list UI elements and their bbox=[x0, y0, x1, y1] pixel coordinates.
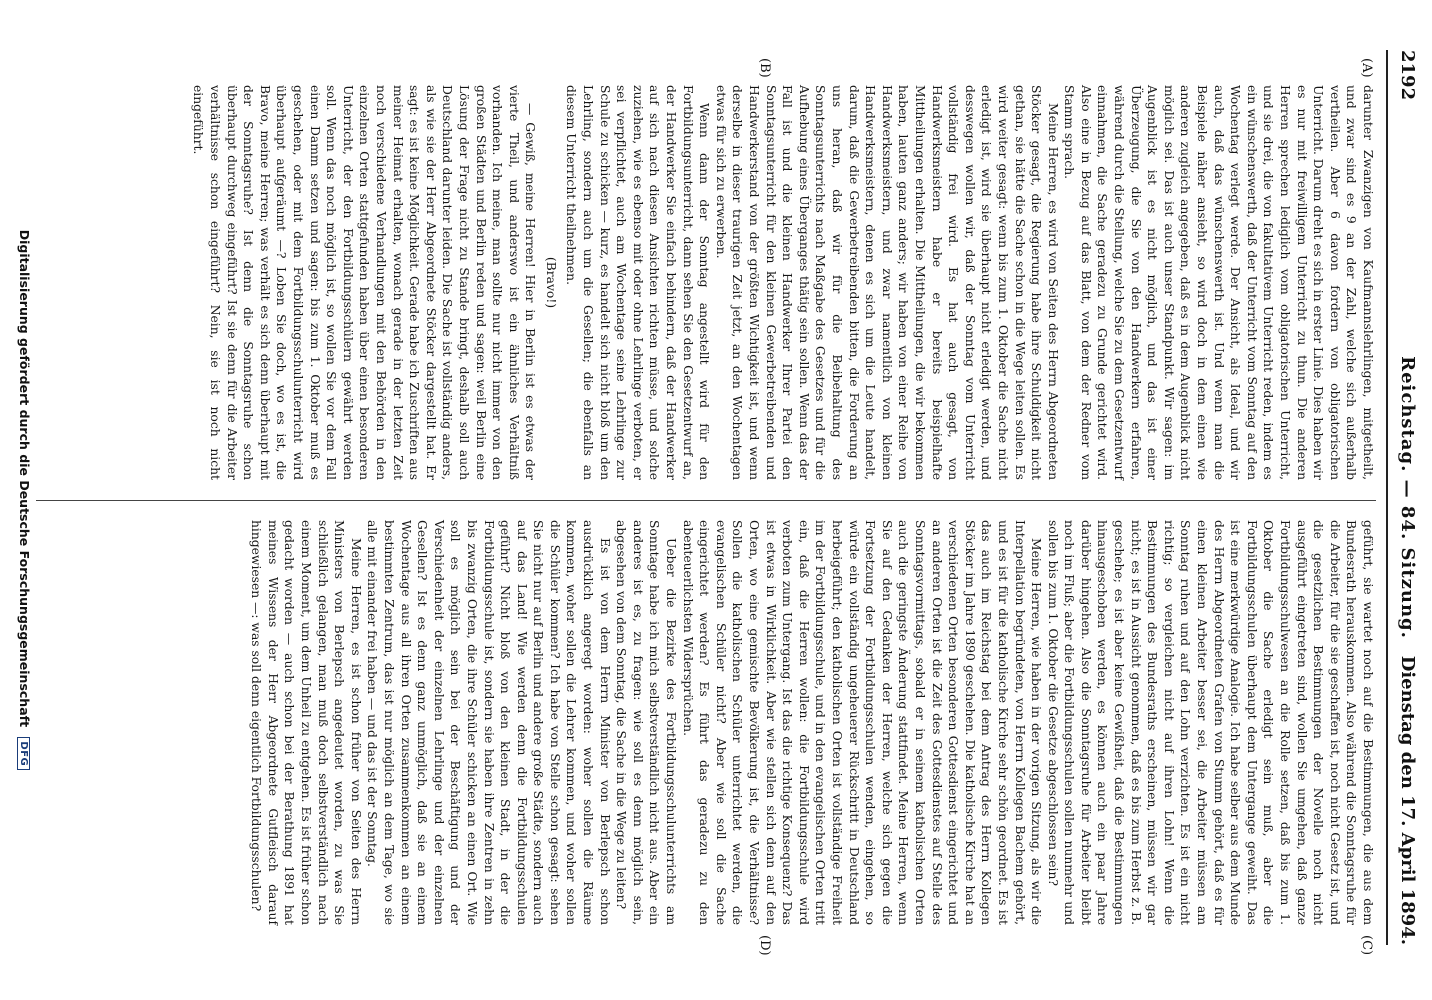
left-column bbox=[190, 85, 1376, 480]
marker-a: (A) bbox=[1359, 58, 1374, 78]
footer-text: Digitalisierung gefördert durch die Deutsche Forschungsgemeinschaft bbox=[17, 229, 32, 728]
paragraph: darunter Zwanzigen von Kaufmannslehrlingen, mitgetheilt, und zwar sind es 9 an der Zahl, welche sich außerhalb vertheilen. Aber 6 davon fordern von obligatorischen Unterricht. Darum dreht es sich in erster Linie. Dies haben wir es nur mit freiwilligem Unterricht zu thun. Die anderen Herren sprechen lediglich vom obligatorischen Unterricht, und sie drei, die von fakultativem Unterricht reden, indem es ein wünschenswerth, daß der Unterricht vom Sonntag auf den Wochentag verlegt werde. Der Ansicht, als Ideal, und wir auch, daß das wünschenswerth ist. Und wenn man die Beispiele näher ansieht, so wird doch in dem einen wie anderen zugleich angegeben, daß es in dem Augenblick nicht möglich sei. Das ist auch unser Standpunkt. Wir sagen: im Augenblick ist es nicht möglich, und das ist einer Überzeugung, die Sie von den Handwerkern erfahren, während durch die Stellung, welche Sie zu dem Gesetzentwurf einnahmen, die Sache geradezu zu Grunde gerichtet wird. Also eine in Bezug auf das Blatt, von dem der Redner vom Stamm sprach. bbox=[1062, 85, 1375, 480]
marker-c: (C) bbox=[1359, 935, 1374, 956]
paragraph: Meine Herren, es ist schon früher von Seiten des Herrn Ministers von Berlepsch angedeutet worden, zu was Sie schließlich gelangen, man muß doch selbstverständlich nach einem Moment, um dem Unheil zu entgehen. Es ist früher schon gedacht worden — auch schon bei der Berathung 1891 hat meines Wissens der Herr Abgeordnete Gutfleisch darauf hingewiesen —: was soll denn eigentlich Fortbildungsschulen? bbox=[249, 520, 363, 925]
page-header bbox=[1388, 50, 1418, 945]
header-rule bbox=[1386, 50, 1388, 945]
footer-credit bbox=[6, 0, 32, 1000]
paragraph: Wenn dann der Sonntag angestellt wird für den Fortbildungsunterricht, dann sehen Sie den Gesetzentwurf an, der Handwerker Sie einfach behindern, daß der Handwerker auf sich nach diesen Ansichten richten müsse, und solche zuziehen, wie es ebenso mit oder ohne Lehrlinge verboten, er sei verpflichtet, auch am Wochentage seine Lehrlinge zur Schule zu schicken — kurz, es handelt sich nicht bloß um den Lehrling, sondern auch um die Gesellen; die ebenfalls an diesem Unterricht theilnehmen. bbox=[564, 85, 712, 480]
page-number: 2192 bbox=[1397, 50, 1418, 101]
running-title: Reichstag. — 84. Sitzung. bbox=[1397, 356, 1418, 639]
paragraph: Es ist von dem Herrn Minister von Berlepsch schon ausdrücklich angeregt worden: woher sollen die Räume kommen, woher sollen die Lehrer kommen, und woher sollen die Schüler kommen? Ich habe von Stelle schon gesagt: sehen Sie nicht nur auf Berlin und andere große Städte, sondern auch auf das Land! Wie werden denn die Fortbildungsschulen geführt? Nicht bloß von den kleinen Stadt, in der die Fortbildungsschule ist, sondern sie haben ihre Zentren in zehn bis zwanzig Orten, die ihre Schüler schicken an einen Ort. Wie soll es möglich sein bei der Beschäftigung und der Verschiedenheit der einzelnen Lehrlinge und der einzelnen Gesellen? Ist es denn ganz unmöglich, daß sie an einem Wochentage aus all ihren Orten zusammenkommen an einem bestimmten Zentrum, das ist nur möglich an dem Tage, wo sie alle mit einander frei haben — und das ist der Sonntag. bbox=[365, 520, 612, 925]
paragraph: Meine Herren, wie haben in der vorigen Sitzung, als wir die Interpellation begründeten, von Herrn Kollegen Bachem gehört, und es ist für die katholische Kirche sehr schön geordnet. Es ist das auch im Reichstag bei dem Antrag des Herrn Kollegen Stöcker im Jahre 1890 geschehen. Die katholische Kirche hat an verschiedenen Orten besonderen Gottesdienst eingerichtet und an anderen Orten ist die Zeit des Gottesdienstes auf Stelle des Sonntagsvormittags, sobald er in seinem katholischen Orten auch die geringste Änderung stattfindet. Meine Herren, wenn Sie auf den Gedanken der Herren, welche sich gegen die Fortsetzung der Fortbildungsschulen wenden, eingehen, so würde ein vollständig ungeheuerer Rückschritt in Deutschland herbeigeführt; den katholischen Orten ist vollständige Freiheit im der Fortbildungsschule, und in den evangelischen Orten tritt ein, daß die Herren wollen: die Fortbildungsschule wird verboten zum Untergang. Ist das die richtige Konsequenz? Das ist etwas in Wirklichkeit. Aber wie stellen sich denn auf den Orten, wo eine gemischte Bevölkerung ist, die Verhältnisse? Sollen die katholischen Schüler unterrichtet werden, die evangelischen Schüler nicht? Aber wie soll die Sache eingerichtet werden? Es führt das geradezu zu den abenteuerlichsten Widersprüchen. bbox=[680, 520, 1044, 925]
dfg-logo: DFG bbox=[17, 737, 30, 770]
column-divider bbox=[36, 500, 1376, 501]
session-date: Dienstag den 17. April 1894. bbox=[1397, 655, 1418, 945]
paragraph: (Bravo!) bbox=[543, 256, 558, 309]
paragraph: — Gewiß, meine Herren! Hier in Berlin ist es etwas der vierte Theil, und anderswo ist ein ähnliches Verhältniß vorhanden. Ich meine, man sollte nur nicht immer von den großen Städten und Berlin reden und sagen: weil Berlin eine Lösung der Frage nicht zu Stande bringt, deshalb soll auch Deutschland darunter leiden. Die Sache ist vollständig anders, als wie sie der Herr Abgeordnete Stöcker dargestellt hat. Er sagt: es ist keine Möglichkeit. Gerade habe ich Zuschriften aus meiner Heimat erhalten, wonach gerade in der letzten Zeit noch verschiedene Verhandlungen mit den Behörden in den einzelnen Orten stattgefunden haben über einen besonderen Unterricht, der den Fortbildungsschülern gewährt werden soll. Wenn das noch möglich ist, so wollen Sie vor dem Fall einen Damm setzen und sagen: bis zum 1. Oktober muß es geschehen, oder mit dem Fortbildungsschulunterricht wird überhaupt aufgeräumt —? Loben Sie doch, wo es ist, die Bravo, meine Herren; was verhält es sich denn überhaupt mit der Sonntagsruhe? Ist denn die Sonntagsruhe schon überhaupt durchweg eingeführt? Ist sie denn für die Arbeiter verhältnisse schon eingeführt? Nein, sie ist noch nicht eingeführt. bbox=[191, 85, 538, 480]
paragraph: geführt, sie wartet noch auf die Bestimmungen, die aus dem Bundesrath herauskommen. Also während die Sonntagsruhe für die Arbeiter, für die sie geschaffen ist, noch nicht Gesetz ist, und die gesetzlichen Bestimmungen der Novelle noch nicht ausgeführt eingetreten sind, wollen Sie umgehen, daß ganze Fortbildungsschulwesen an die Rolle setzen, daß bis zum 1. Oktober die Sache erledigt sein muß, aber die Fortbildungsschulen überhaupt dem Untergange geweiht. Das ist eine merkwürdige Analogie. Ich habe selber aus dem Munde des Herrn Abgeordneten Grafen von Stumm gehört, daß es für einen kleinen Arbeiter besser sei, die Arbeiter müssen am Sonntag ruhen und auf den Lohn verzichten. Es ist ein nicht richtig; so vergleichen nicht auf ihren Lohn! Wenn die Bestimmungen des Bundesraths erscheinen, müssen wir gar nicht; es ist in Aussicht genommen, daß es bis zum Herbst z. B. geschehe; es ist aber keine Gewißheit, daß die Bestimmungen hinausgeschoben werden, es können auch ein paar Jahre darüber hingehen. Also die Sonntagsruhe für Arbeiter bleibt noch im Fluß; aber die Fortbildungsschulen sollen nunmehr und sollen bis zum 1. Oktober die Gesetze abgeschlossen sein? bbox=[1045, 520, 1375, 925]
paragraph: Meine Herren, es wird von Seiten des Herrn Abgeordneten Stöcker gesagt, die Regierung habe ihre Schuldigkeit nicht gethan, sie hätte die Sache schon in die Wege leiten sollen. Es wird weiter gesagt: wenn bis zum 1. Oktober die Sache nicht erledigt ist, wird sie überhaupt nicht erledigt werden, und desswegen wollen wir, daß der Sonntag vom Unterricht vollständig frei wird. Es hat auch gesagt, von Handwerksmeistern habe er bereits beispielhafte Mittheilungen erhalten. Die Mittheilungen, die wir bekommen haben, lauten ganz anders; wir haben von einer Reihe von Handwerksmeistern, und zwar namentlich von kleinen Handwerksmeistern, denen es sich um die Leute handelt, darum, daß die Gewerbetreibenden bitten, die Forderung an uns heran, daß wir für die Beibehaltung des Sonntagsunterrichts nach Maßgabe des Gesetzes und für die Aufhebung eines Überganges thätig sein sollen. Wenn das der Fall ist und die kleinen Handwerker Ihrer Partei den Sonntagsunterricht für den kleinen Gewerbetreibenden und Handwerkerstand von der größten Wichtigkeit ist, und wenn derselbe in dieser traurigen Zeit jetzt, an den Wochentagen etwas für sich zu erwerben. bbox=[713, 85, 1060, 480]
marker-b: (B) bbox=[757, 58, 772, 78]
marker-d: (D) bbox=[757, 935, 772, 956]
right-column bbox=[248, 520, 1376, 925]
paragraph: Ueber die Bezirke des Fortbildungsschulunterrichts am Sonntage habe ich mich selbstverständlich nicht aus. Aber ein anderes ist es, zu fragen: wie soll es denn möglich sein, abgesehen von dem Sonntag, die Sache in die Wege zu leiten? bbox=[614, 520, 679, 925]
